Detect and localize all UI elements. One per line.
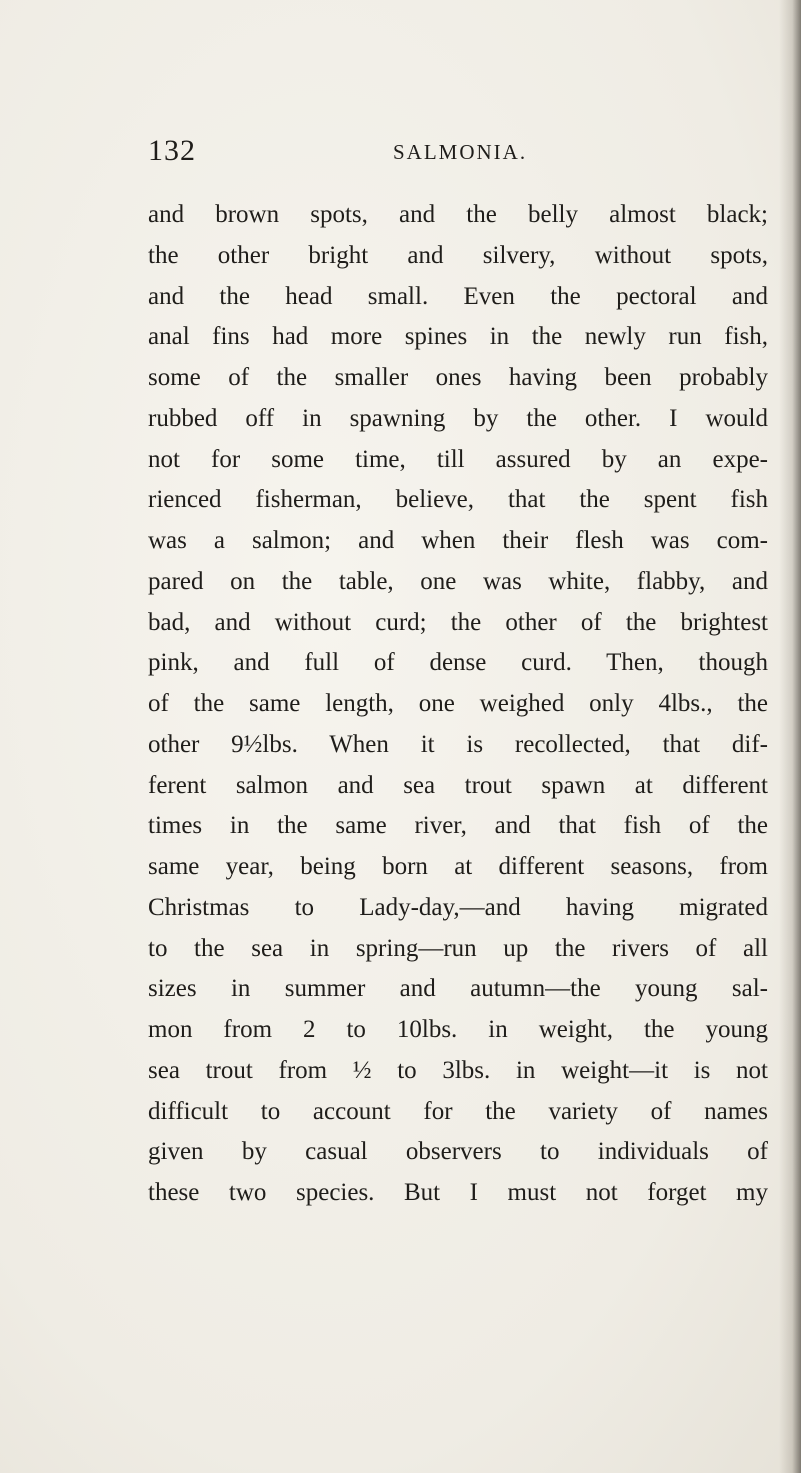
text-line: given by casual observers to individuals of — [148, 1138, 768, 1166]
text-line: other 9½lbs. When it is recollected, that dif- — [148, 730, 768, 758]
text-line: some of the smaller ones having been probably — [148, 364, 768, 391]
text-line: rubbed off in spawning by the other. I would — [148, 404, 768, 432]
text-line: bad, and without curd; the other of the brightest — [148, 608, 768, 636]
text-line: to the sea in spring—run up the rivers of all — [148, 934, 768, 962]
text-line: same year, being born at different seasons, from — [148, 853, 768, 880]
text-line: times in the same river, and that fish of the — [148, 812, 768, 840]
text-line: Christmas to Lady-day,—and having migrated — [148, 893, 768, 921]
text-line: sizes in summer and autumn—the young sal- — [148, 975, 768, 1003]
body-text — [148, 195, 768, 1214]
page-header — [148, 134, 628, 174]
text-line: rienced fisherman, believe, that the spent fish — [148, 486, 768, 514]
text-line: sea trout from ½ to 3lbs. in weight—it is not — [148, 1056, 768, 1084]
text-line: difficult to account for the variety of names — [148, 1097, 768, 1125]
text-line: pared on the table, one was white, flabby, and — [148, 567, 768, 595]
running-title: SALMONIA. — [393, 140, 528, 164]
text-line: not for some time, till assured by an expe- — [148, 445, 768, 473]
text-line: anal fins had more spines in the newly run fish, — [148, 323, 768, 351]
page-edge-shadow — [779, 0, 801, 1473]
text-line: was a salmon; and when their flesh was com- — [148, 527, 768, 554]
text-line: of the same length, one weighed only 4lbs., the — [148, 690, 768, 717]
page-number: 132 — [148, 134, 196, 167]
text-line: ferent salmon and sea trout spawn at different — [148, 771, 768, 799]
text-line: pink, and full of dense curd. Then, though — [148, 649, 768, 677]
text-line: and the head small. Even the pectoral and — [148, 282, 768, 310]
text-line: and brown spots, and the belly almost black; — [148, 201, 768, 228]
text-line: the other bright and silvery, without spots, — [148, 241, 768, 269]
text-line: these two species. But I must not forget my — [148, 1179, 768, 1206]
text-line: mon from 2 to 10lbs. in weight, the young — [148, 1016, 768, 1043]
